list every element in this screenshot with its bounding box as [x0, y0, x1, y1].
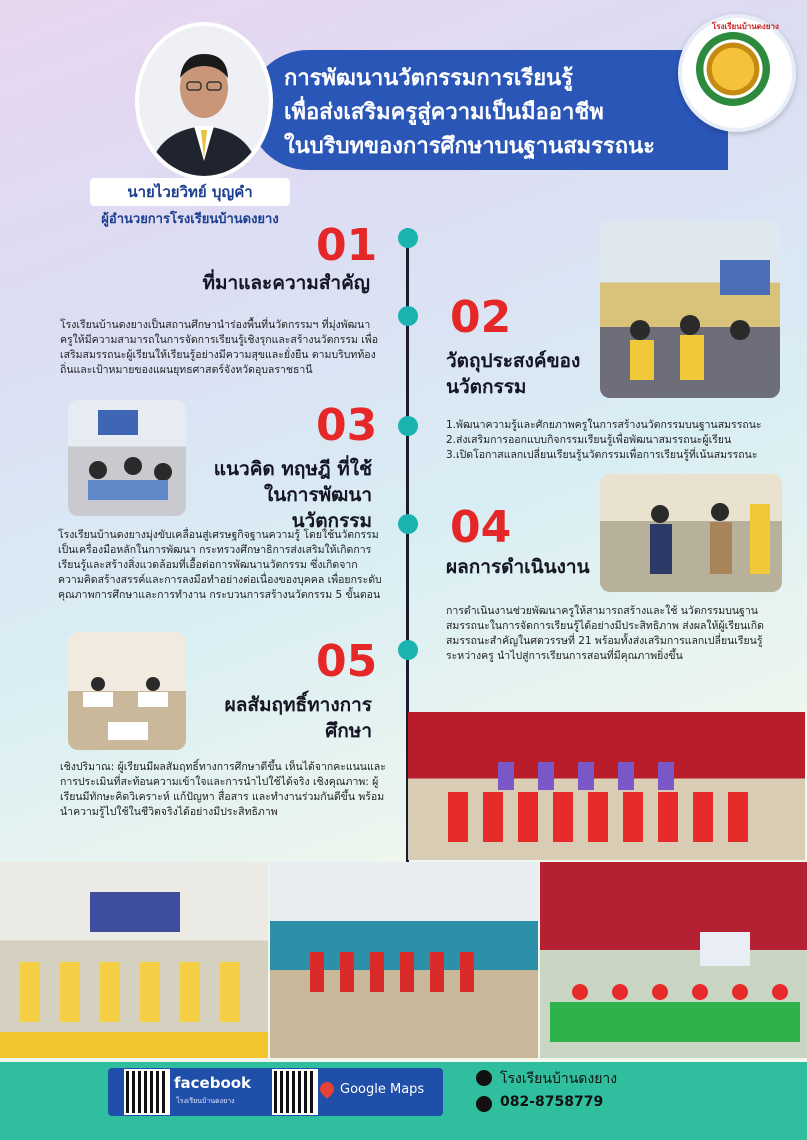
photo-classroom: [68, 632, 186, 750]
facebook-sub-label: โรงเรียนบ้านดงยาง: [176, 1097, 235, 1105]
photo-group-stage: [408, 712, 805, 860]
list-item: 3.เปิดโอกาสแลกเปลี่ยนเรียนรู้นวัตกรรมเพื่อการเรียนรู้ที่เน้นสมรรถนะ: [446, 449, 758, 461]
director-role: ผู้อำนวยการโรงเรียนบ้านดงยาง: [101, 212, 279, 227]
section-heading-01: ที่มาและความสำคัญ: [202, 272, 370, 294]
section-heading-03-line-3: นวัตกรรม: [291, 510, 372, 532]
title-line-1: การพัฒนานวัตกรรมการเรียนรู้: [284, 66, 573, 91]
facebook-qr-code[interactable]: [124, 1069, 170, 1115]
footer-links-band: [108, 1068, 443, 1116]
section-number-03: 03: [316, 400, 378, 451]
map-pin-icon: [317, 1079, 337, 1099]
objectives-list: [446, 418, 786, 463]
school-name: โรงเรียนบ้านดงยาง: [500, 1071, 618, 1087]
section-heading-05-line-2: ศึกษา: [325, 720, 372, 742]
facebook-label[interactable]: facebook: [174, 1074, 252, 1092]
timeline-dot: [398, 514, 418, 534]
section-body-01: โรงเรียนบ้านดงยางเป็นสถานศึกษานำร่องพื้นที่นวัตกรรมฯ ที่มุ่งพัฒนาครูให้มีความสามารถในการจัดการเรียนรู้เชิงรุกและสร้างนวัตกรรม เพื่อเสริมสมรรถนะผู้เรียนให้เรียนรู้อย่างมีความสุขและยั่งยืน ตามบริบทท้องถิ่นและเป้าหมายของแผนยุทธศาสตร์จังหวัดอุบลราชธานี: [60, 319, 379, 376]
photo-bottom-left: [0, 862, 268, 1058]
director-portrait: [135, 22, 273, 180]
logo-text: โรงเรียนบ้านดงยาง: [712, 22, 779, 31]
photo-training-room: [600, 220, 780, 398]
section-number-01: 01: [316, 220, 378, 271]
section-number-04: 04: [450, 502, 512, 553]
timeline-dot: [398, 640, 418, 660]
list-item: 2.ส่งเสริมการออกแบบกิจกรรมเรียนรู้เพื่อพัฒนาสมรรถนะผู้เรียน: [446, 434, 732, 446]
logo-emblem-icon: [696, 32, 770, 106]
school-logo: [678, 14, 796, 132]
section-heading-05-line-1: ผลสัมฤทธิ์ทางการ: [224, 694, 372, 716]
list-item: 1.พัฒนาความรู้และศักยภาพครูในการสร้างนวัตกรรมบนฐานสมรรถนะ: [446, 419, 762, 431]
photo-bottom-right: [540, 862, 807, 1058]
title-banner: [248, 50, 728, 170]
section-heading-03-line-1: แนวคิด ทฤษฎี ที่ใช้: [213, 458, 372, 480]
section-body-05: เชิงปริมาณ: ผู้เรียนมีผลสัมฤทธิ์ทางการศึกษาดีขึ้น เห็นได้จากคะแนนและการประเมินที่สะท้อนความเข้าใจและการนำไปใช้ได้จริง เชิงคุณภาพ: ผู้เรียนมีทักษะคิดวิเคราะห์ แก้ปัญหา สื่อสาร และทำงานร่วมกันดีขึ้น พร้อมนำความรู้ไปใช้ในชีวิตจริงได้อย่างมีประสิทธิภาพ: [60, 761, 386, 818]
google-maps-label[interactable]: Google Maps: [340, 1082, 425, 1097]
timeline-dot: [398, 228, 418, 248]
timeline-dot: [398, 306, 418, 326]
footer: [0, 1062, 807, 1140]
maps-qr-code[interactable]: [272, 1069, 318, 1115]
section-body-03: โรงเรียนบ้านดงยางมุ่งขับเคลื่อนสู่เศรษฐกิจฐานความรู้ โดยใช้นวัตกรรมเป็นเครื่องมือหลักในการพัฒนา กระทรวงศึกษาธิการส่งเสริมให้เกิดการเรียนรู้และสร้างสิ่งแวดล้อมที่เอื้อต่อการพัฒนานวัตกรรม ซึ่งเกิดจากความคิดสร้างสรรค์และการลงมือทำอย่างต่อเนื่องของบุคคล เพื่อยกระดับคุณภาพการศึกษาและการทำงาน กระบวนการสร้างนวัตกรรม 5 ขั้นตอน: [58, 529, 382, 601]
section-heading-02-line-2: นวัตกรรม: [446, 376, 527, 398]
photo-bottom-middle: [270, 862, 538, 1058]
phone-number[interactable]: 082-8758779: [500, 1094, 604, 1110]
director-name: นายไวยวิทย์ บุญคำ: [90, 178, 290, 206]
section-number-05: 05: [316, 636, 378, 687]
section-heading-03-line-2: ในการพัฒนา: [264, 484, 372, 506]
photo-workshop: [68, 400, 186, 516]
section-heading-02-line-1: วัตถุประสงค์ของ: [446, 350, 581, 372]
section-body-04: การดำเนินงานช่วยพัฒนาครูให้สามารถสร้างและใช้ นวัตกรรมบนฐานสมรรถนะในการจัดการเรียนรู้ได้อย่างมีประสิทธิภาพ ส่งผลให้ผู้เรียนเกิดสมรรถนะสำคัญในศตวรรษที่ 21 พร้อมทั้งส่งเสริมการแลกเปลี่ยนเรียนรู้ระหว่างครู นำไปสู่การเรียนการสอนที่มีคุณภาพยิ่งขึ้น: [446, 605, 764, 662]
timeline-dot: [398, 416, 418, 436]
title-line-2: เพื่อส่งเสริมครูสู่ความเป็นมืออาชีพ: [284, 100, 604, 125]
globe-icon: [476, 1070, 492, 1086]
title-line-3: ในบริบทของการศึกษาบนฐานสมรรถนะ: [284, 134, 655, 159]
section-heading-04: ผลการดำเนินงาน: [446, 556, 590, 578]
section-number-02: 02: [450, 292, 512, 343]
phone-icon: [476, 1096, 492, 1112]
photo-teachers: [600, 474, 782, 592]
